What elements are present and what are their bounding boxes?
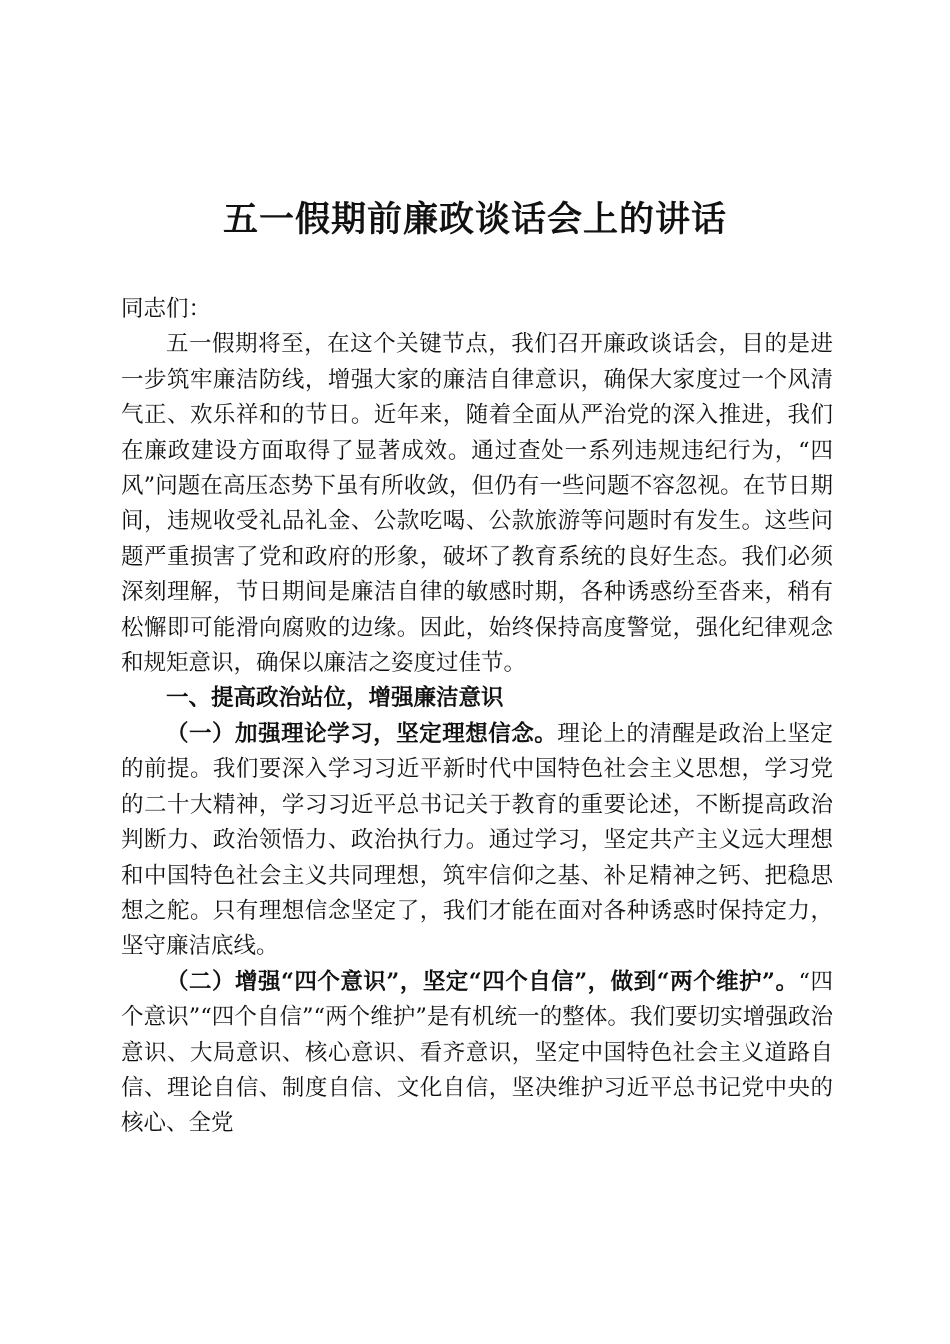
intro-paragraph: 五一假期将至，在这个关键节点，我们召开廉政谈话会，目的是进一步筑牢廉洁防线，增强大家的廉洁自律意识，确保大家度过一个风清气正、欢乐祥和的节日。近年来，随着全面从严治党的深入推进，我们在廉政建设方面取得了显著成效。通过查处一系列违规违纪行为，“四风”问题在高压态势下虽有所收敛，但仍有一些问题不容忽视。在节日期间，违规收受礼品礼金、公款吃喝、公款旅游等问题时有发生。这些问题严重损害了党和政府的形象，破坏了教育系统的良好生态。我们必须深刻理解，节日期间是廉洁自律的敏感时期，各种诱惑纷至沓来，稍有松懈即可能滑向腐败的边缘。因此，始终保持高度警觉，强化纪律观念和规矩意识，确保以廉洁之姿度过佳节。 bbox=[121, 331, 833, 677]
section-heading-1: 一、提高政治站位，增强廉洁意识 bbox=[166, 685, 504, 712]
document-body bbox=[121, 292, 833, 1142]
item-2-paragraph bbox=[121, 965, 833, 1142]
item-1-paragraph bbox=[121, 717, 833, 965]
item-2-heading: （二）增强“四个意识”，坚定“四个自信”，做到“两个维护”。 bbox=[166, 968, 799, 995]
item-1-text: 理论上的清醒是政治上坚定的前提。我们要深入学习习近平新时代中国特色社会主义思想，学习党的二十大精神，学习习近平总书记关于教育的重要论述，不断提高政治判断力、政治领悟力、政治执行力。通过学习，坚定共产主义远大理想和中国特色社会主义共同理想，筑牢信仰之基、补足精神之钙、把稳思想之舵。只有理想信念坚定了，我们才能在面对各种诱惑时保持定力，坚守廉洁底线。 bbox=[121, 720, 833, 960]
item-2-text: “四个意识”“四个自信”“两个维护”是有机统一的整体。我们要切实增强政治意识、大局意识、核心意识、看齐意识，坚定中国特色社会主义道路自信、理论自信、制度自信、文化自信，坚决维护习近平总书记党中央的核心、全党 bbox=[121, 968, 833, 1137]
document-title: 五一假期前廉政谈话会上的讲话 bbox=[222, 199, 727, 240]
item-1-heading: （一）加强理论学习，坚定理想信念。 bbox=[166, 720, 558, 747]
salutation: 同志们： bbox=[121, 296, 212, 322]
